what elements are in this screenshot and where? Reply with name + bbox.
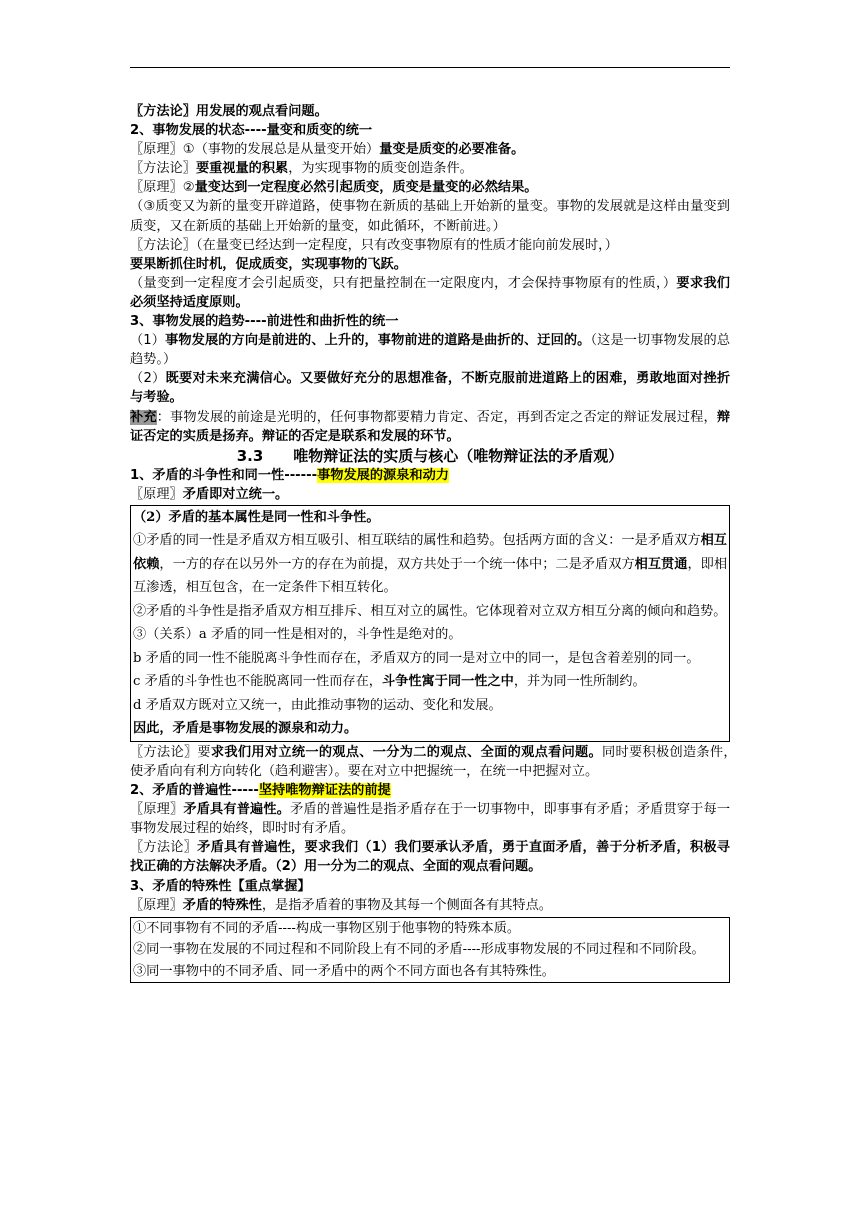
text-bold: 矛盾的特殊性 (182, 897, 262, 913)
leap-line (130, 255, 730, 274)
text: c 矛盾的斗争性也不能脱离同一性而存在， (133, 674, 382, 690)
particularity-box (130, 917, 730, 984)
text-bold: 矛盾具有普遍性，要求我们（1）我们要承认矛盾，勇于直面矛盾，善于分析矛盾，积极寻找正确的方法解决矛盾。（2）用一分为二的观点、全面的观点看问题。 (130, 840, 730, 875)
text: 3、矛盾的特殊性【重点掌握】 (130, 878, 311, 894)
text: ：事物发展的前途是光明的，任何事物都要精力肯定、否定，再到否定之否定的辩证发展过程， (156, 409, 717, 425)
text-bold: 矛盾即对立统一。 (182, 486, 289, 502)
principle-unity-of-opposites (130, 485, 730, 504)
methodology-line-3 (130, 236, 730, 255)
text: ，是指矛盾着的事物及其每一个侧面各有其特点。 (261, 897, 552, 913)
text: 2、事物发展的状态----量变和质变的统一 (130, 123, 373, 139)
text: 〖方法论〗 (130, 161, 196, 177)
text-bold: 事物发展的方向是前进的、上升的，事物前进的道路是曲折的、迂回的。 (165, 333, 591, 349)
text: 要果断抓住时机，促成质变，实现事物的飞跃。 (130, 256, 407, 272)
text: 〖方法论〗（在量变已经达到一定程度，只有改变事物原有的性质才能向前发展时，） (130, 237, 618, 253)
box-item-2 (133, 939, 727, 961)
text: 3、事物发展的趋势----前进性和曲折性的统一 (130, 314, 399, 330)
methodology-universality (130, 838, 730, 876)
supplement-tag: 补充 (130, 409, 157, 425)
methodology-contradiction (130, 743, 744, 781)
box-item-relation-a (133, 623, 727, 647)
text: （这是一切事物发展的总趋势。） (130, 333, 731, 368)
text: ，并为同一性所制约。 (513, 674, 646, 690)
text: ②矛盾的斗争性是指矛盾双方相互排斥、相互对立的属性。它体现着对立双方相互分离的倾向和趋势。 (133, 603, 727, 619)
text: （量变到一定程度才会引起质变，只有把量控制在一定限度内，才会保持事物原有的性质，） (130, 275, 677, 291)
document-page (130, 102, 744, 985)
paragraph-supplement (130, 408, 730, 446)
heading-struggle-identity (130, 466, 730, 485)
highlighted-text: 坚持唯物辩证法的前提 (258, 783, 391, 799)
text: 〖原理〗② (130, 180, 195, 196)
text: ，一方的存在以另外一方的存在为前提，双方共处于一个统一体中；二是矛盾双方 (159, 556, 635, 572)
text-bold: 要重视量的积累 (195, 161, 289, 177)
heading-universality (130, 781, 730, 800)
text: ，即相互渗透，相互包含，在一定条件下相互转化。 (133, 556, 728, 596)
attributes-box (130, 505, 730, 742)
text: 矛盾的普遍性是指矛盾存在于一切事物中，即事事有矛盾；矛盾贯穿于每一事物发展过程的始终，即时时有矛盾。 (130, 802, 731, 837)
text: 〖原理〗 (130, 486, 183, 502)
box-conclusion (133, 717, 727, 741)
text-bold: 量变是质变的必要准备。 (379, 142, 525, 158)
paragraph-trend-2 (130, 369, 730, 407)
box-item-1 (133, 918, 727, 940)
text: 〖原理〗 (130, 802, 184, 818)
text-bold: 要求我们必须坚持适度原则。 (130, 275, 730, 310)
text: ①不同事物有不同的矛盾----构成一事物区别于他事物的特殊本质。 (133, 920, 521, 936)
principle-line-1 (130, 140, 730, 159)
text: 因此，矛盾是事物发展的源泉和动力。 (133, 721, 358, 737)
text-bold: 相互依赖 (133, 533, 727, 572)
paragraph-qualitative-change (130, 197, 730, 235)
highlighted-text: 事物发展的源泉和动力 (317, 467, 449, 483)
box-item-struggle (133, 600, 727, 624)
text: 1、矛盾的斗争性和同一性------ (130, 467, 318, 483)
text: （1） (130, 333, 166, 349)
box-heading (133, 506, 727, 530)
text: ③同一事物中的不同矛盾、同一矛盾中的两个不同方面也各有其特殊性。 (133, 963, 555, 979)
text: ③（关系）a 矛盾的同一性是相对的，斗争性是绝对的。 (133, 627, 462, 643)
text-bold: 量变达到一定程度必然引起质变，质变是量变的必然结果。 (194, 180, 538, 196)
text: b 矛盾的同一性不能脱离斗争性而存在，矛盾双方的同一是对立中的同一，是包含着差别的同一。 (133, 650, 700, 666)
text-bold: 斗争性寓于同一性之中 (381, 674, 514, 690)
box-item-3 (133, 961, 727, 983)
methodology-line-2 (130, 159, 730, 178)
text: ，为实现事物的质变创造条件。 (288, 161, 473, 177)
heading-trend (130, 312, 730, 331)
heading-quantity-quality (130, 121, 730, 140)
principle-line-2 (130, 178, 730, 197)
text: 〖方法论〗 (130, 840, 198, 856)
text: （③质变又为新的量变开辟道路，使事物在新质的基础上开始新的量变。事物的发展就是这样由量变到质变，又在新质的基础上开始新的量变，如此循环，不断前进。） (130, 199, 730, 234)
text-bold: 既要对未来充满信心。又要做好充分的思想准备，不断克服前进道路上的困难，勇敢地面对挫折与考验。 (130, 371, 731, 406)
text: ①矛盾的同一性是矛盾双方相互吸引、相互联结的属性和趋势。包括两方面的含义：一是矛盾双方 (133, 533, 701, 549)
box-item-relation-d (133, 694, 727, 718)
paragraph-moderation (130, 274, 730, 312)
box-item-identity (133, 529, 727, 600)
text: 同时要积极创造条件， 使矛盾向有利方向转化（趋利避害）。要在对立中把握统一，在统一中把握对立。 (130, 744, 744, 779)
header-rule (130, 67, 730, 68)
principle-particularity (130, 896, 730, 915)
text: 〖原理〗 (130, 897, 183, 913)
text: 〖原理〗①（事物的发展总是从量变开始） (130, 142, 380, 158)
text: 2、矛盾的普遍性----- (130, 783, 259, 799)
text: 〖方法论〗要 (130, 744, 211, 760)
text: 3.3 唯物辩证法的实质与核心（唯物辩证法的矛盾观） (236, 446, 624, 465)
box-item-relation-b (133, 647, 727, 671)
section-title (130, 446, 730, 466)
text: d 矛盾双方既对立又统一，由此推动事物的运动、变化和发展。 (133, 697, 502, 713)
box-item-relation-c (133, 670, 727, 694)
text: （2） (130, 371, 166, 387)
text-bold: 相互贯通 (634, 556, 688, 572)
text: （2）矛盾的基本属性是同一性和斗争性。 (133, 509, 380, 525)
text: 〖方法论〗用发展的观点看问题。 (130, 104, 328, 119)
text-bold: 辩证否定的实质是扬弃。辩证的否定是联系和发展的环节。 (130, 409, 731, 444)
text-bold: 矛盾具有普遍性。 (183, 802, 291, 818)
text-bold: 求我们用对立统一的观点、一分为二的观点、全面的观点看问题。 (210, 744, 603, 760)
text: ②同一事物在发展的不同过程和不同阶段上有不同的矛盾----形成事物发展的不同过程和不同阶段。 (133, 942, 705, 958)
heading-particularity (130, 877, 730, 896)
paragraph-trend-1 (130, 331, 730, 369)
methodology-line (130, 102, 730, 121)
principle-universality (130, 800, 730, 838)
